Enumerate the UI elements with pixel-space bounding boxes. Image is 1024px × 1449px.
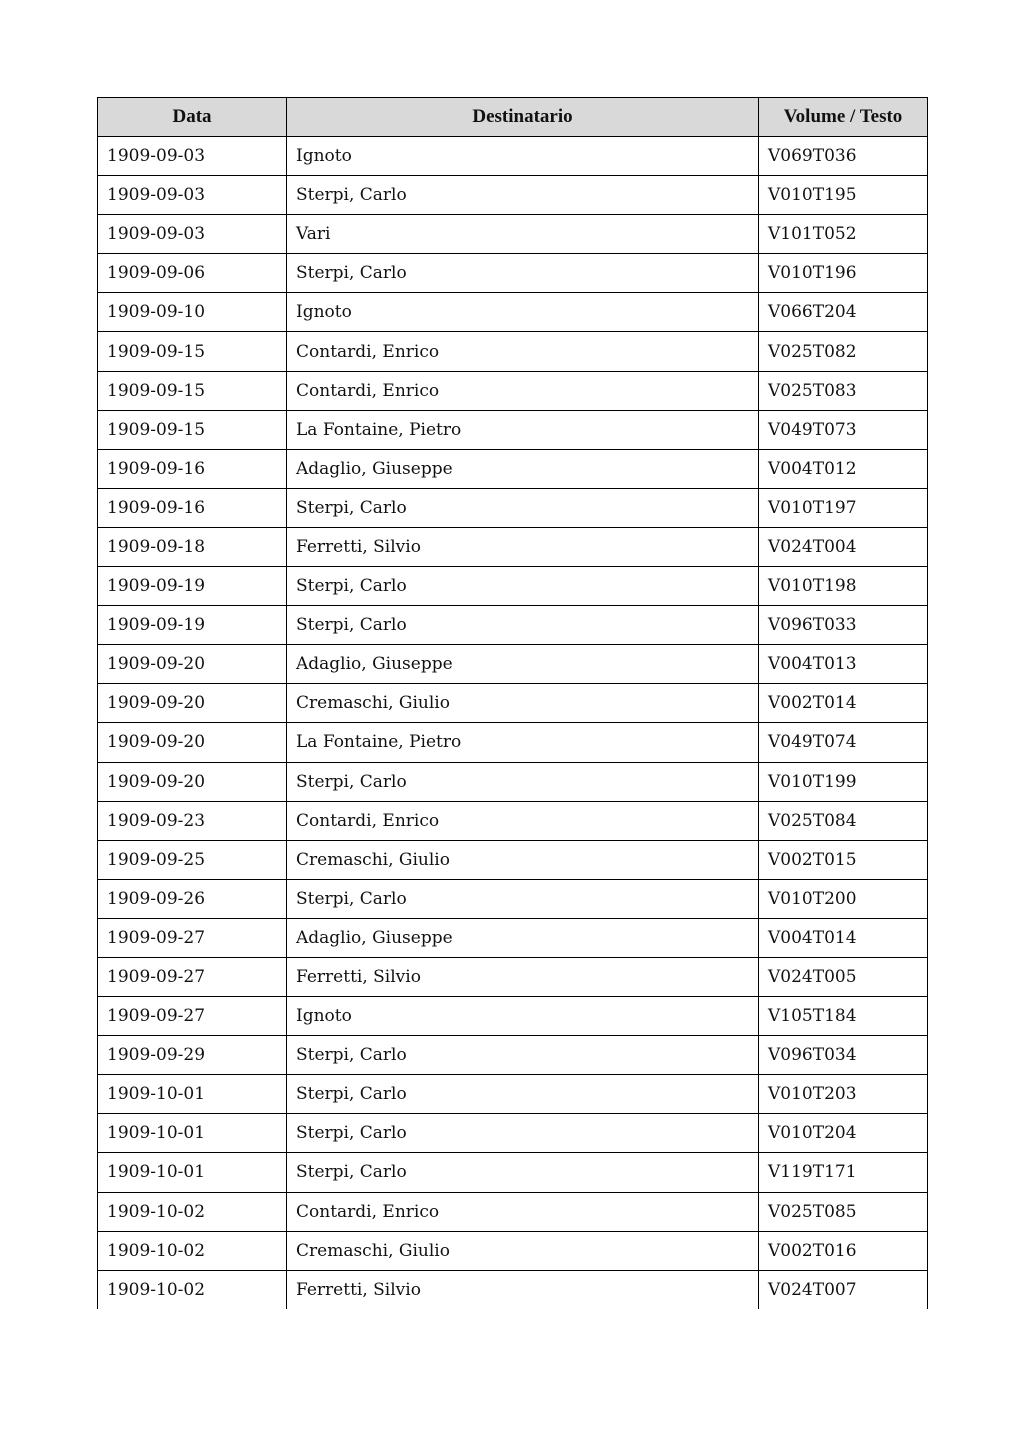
cell-recipient: Sterpi, Carlo [287,762,759,801]
cell-volume: V010T197 [759,488,928,527]
table-row [98,918,928,957]
cell-volume: V004T014 [759,918,928,957]
cell-recipient: Contardi, Enrico [287,371,759,410]
cell-recipient: Vari [287,215,759,254]
cell-date: 1909-09-20 [98,762,287,801]
cell-recipient: Ferretti, Silvio [287,957,759,996]
cell-volume: V101T052 [759,215,928,254]
cell-date: 1909-10-01 [98,1075,287,1114]
table-row [98,1114,928,1153]
cell-volume: V049T074 [759,723,928,762]
table-row [98,527,928,566]
cell-volume: V010T196 [759,254,928,293]
cell-volume: V119T171 [759,1153,928,1192]
table-row [98,1231,928,1270]
cell-volume: V024T004 [759,527,928,566]
table-row [98,215,928,254]
table-body [98,137,928,1310]
table-row [98,840,928,879]
column-header-volume: Volume / Testo [759,98,928,137]
cell-date: 1909-09-06 [98,254,287,293]
cell-date: 1909-09-10 [98,293,287,332]
table-row [98,567,928,606]
cell-recipient: Ignoto [287,137,759,176]
cell-recipient: Adaglio, Giuseppe [287,918,759,957]
cell-date: 1909-09-19 [98,567,287,606]
cell-date: 1909-10-02 [98,1270,287,1309]
cell-date: 1909-10-01 [98,1153,287,1192]
table-row [98,371,928,410]
cell-recipient: Sterpi, Carlo [287,606,759,645]
cell-recipient: Sterpi, Carlo [287,176,759,215]
cell-date: 1909-09-03 [98,176,287,215]
table-row [98,293,928,332]
cell-volume: V024T007 [759,1270,928,1309]
cell-volume: V066T204 [759,293,928,332]
cell-recipient: La Fontaine, Pietro [287,723,759,762]
cell-volume: V105T184 [759,997,928,1036]
cell-date: 1909-09-27 [98,997,287,1036]
table-row [98,488,928,527]
cell-recipient: Sterpi, Carlo [287,254,759,293]
cell-recipient: Sterpi, Carlo [287,1036,759,1075]
cell-date: 1909-09-27 [98,957,287,996]
cell-volume: V025T085 [759,1192,928,1231]
table-row [98,1192,928,1231]
cell-volume: V010T195 [759,176,928,215]
cell-recipient: Ignoto [287,997,759,1036]
cell-volume: V096T034 [759,1036,928,1075]
cell-volume: V010T199 [759,762,928,801]
table-row [98,801,928,840]
cell-date: 1909-09-03 [98,215,287,254]
cell-date: 1909-10-02 [98,1192,287,1231]
table-row [98,137,928,176]
cell-recipient: Ferretti, Silvio [287,527,759,566]
cell-date: 1909-09-15 [98,332,287,371]
table-row [98,684,928,723]
table-row [98,410,928,449]
cell-recipient: Contardi, Enrico [287,801,759,840]
cell-volume: V002T016 [759,1231,928,1270]
cell-date: 1909-09-03 [98,137,287,176]
cell-volume: V004T013 [759,645,928,684]
column-header-recipient: Destinatario [287,98,759,137]
cell-recipient: Ferretti, Silvio [287,1270,759,1309]
table-row [98,1153,928,1192]
cell-volume: V010T200 [759,879,928,918]
cell-recipient: Sterpi, Carlo [287,488,759,527]
table-row [98,723,928,762]
cell-recipient: Contardi, Enrico [287,1192,759,1231]
cell-date: 1909-09-26 [98,879,287,918]
cell-volume: V025T084 [759,801,928,840]
cell-volume: V069T036 [759,137,928,176]
table-row [98,332,928,371]
table-row [98,879,928,918]
cell-date: 1909-09-16 [98,449,287,488]
cell-volume: V010T198 [759,567,928,606]
header-row [98,98,928,137]
cell-recipient: Sterpi, Carlo [287,879,759,918]
cell-date: 1909-10-02 [98,1231,287,1270]
cell-recipient: Sterpi, Carlo [287,567,759,606]
table-row [98,997,928,1036]
cell-date: 1909-09-23 [98,801,287,840]
cell-date: 1909-10-01 [98,1114,287,1153]
cell-volume: V010T204 [759,1114,928,1153]
cell-volume: V004T012 [759,449,928,488]
cell-date: 1909-09-18 [98,527,287,566]
cell-volume: V025T083 [759,371,928,410]
cell-date: 1909-09-20 [98,723,287,762]
cell-volume: V025T082 [759,332,928,371]
table-row [98,957,928,996]
column-header-date: Data [98,98,287,137]
cell-recipient: Cremaschi, Giulio [287,840,759,879]
table-row [98,1270,928,1309]
cell-date: 1909-09-29 [98,1036,287,1075]
cell-volume: V024T005 [759,957,928,996]
cell-recipient: Sterpi, Carlo [287,1153,759,1192]
cell-recipient: Sterpi, Carlo [287,1114,759,1153]
cell-recipient: Cremaschi, Giulio [287,1231,759,1270]
cell-recipient: La Fontaine, Pietro [287,410,759,449]
table-row [98,606,928,645]
cell-date: 1909-09-20 [98,645,287,684]
cell-recipient: Adaglio, Giuseppe [287,449,759,488]
cell-volume: V049T073 [759,410,928,449]
cell-volume: V096T033 [759,606,928,645]
cell-recipient: Sterpi, Carlo [287,1075,759,1114]
cell-date: 1909-09-15 [98,410,287,449]
cell-date: 1909-09-25 [98,840,287,879]
table-row [98,1075,928,1114]
cell-date: 1909-09-16 [98,488,287,527]
table-row [98,762,928,801]
cell-recipient: Ignoto [287,293,759,332]
cell-recipient: Contardi, Enrico [287,332,759,371]
cell-recipient: Cremaschi, Giulio [287,684,759,723]
cell-volume: V002T014 [759,684,928,723]
cell-date: 1909-09-27 [98,918,287,957]
table-row [98,176,928,215]
table-header [98,98,928,137]
table-row [98,645,928,684]
table-row [98,254,928,293]
cell-volume: V002T015 [759,840,928,879]
letters-table [97,97,928,1309]
table-row [98,449,928,488]
cell-date: 1909-09-20 [98,684,287,723]
cell-recipient: Adaglio, Giuseppe [287,645,759,684]
cell-volume: V010T203 [759,1075,928,1114]
cell-date: 1909-09-15 [98,371,287,410]
cell-date: 1909-09-19 [98,606,287,645]
table-row [98,1036,928,1075]
